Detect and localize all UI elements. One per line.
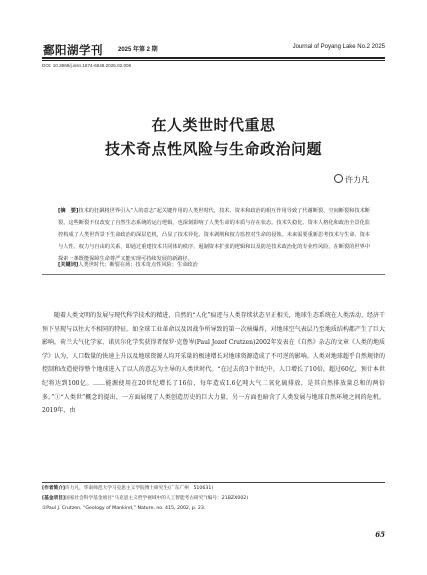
footnotes <box>42 484 385 514</box>
header-rule-thin <box>42 60 385 61</box>
footnote-author-info <box>42 484 385 494</box>
journal-english-title: Journal of Poyang Lake No.2 2025 <box>292 44 385 50</box>
keywords-label: [关键词] <box>58 262 79 268</box>
article-title-line-2: 技术奇点性风险与生命政治问题 <box>104 140 322 158</box>
fund-label: [基金项目] <box>42 496 66 501</box>
author-info-label: [作者简介] <box>42 486 66 491</box>
author-name: 许力凡 <box>345 175 369 185</box>
page-number: 65 <box>375 530 385 539</box>
doi: DOI: 10.3969/j.issn.1674-6848.2025.02.006 <box>42 63 132 68</box>
author-info-text: 许力凡，华南师范大学马克思主义学院博士研究生(广东广州 510631) <box>65 486 214 491</box>
author-mark-icon <box>334 174 343 183</box>
abstract-separator <box>42 274 385 275</box>
keywords-text: 人类世时代；断裂在场；技术奇点性风险；生命政治 <box>78 262 198 268</box>
abstract-text: 技术的狂飙将世界引入“人的意志”起关键作用的人类世时代，技术、资本和政治的相互作用导致了代谢断裂、空间断裂和技术断裂，这些断裂不仅改变了自然生态系统的运行逻辑，也深刻影响了人类生命的本质与存在状态。技术失稳化、资本人格化和政治全景化监控构成了人类世背景下生命政治的深层危机，凸显了技术异化、资本剥削和权力监控对生命的侵蚀。未来需要重新思考技术与生命、资本与人性、权力与自由的关系，即通过重建技术共同体的秩序、遏制资本扩张的逻辑和以及防范技术政治化的专业性风险，在断裂的世界中探索一条既能保障生命尊严又能实现可持续发展的新路径。 <box>58 208 370 262</box>
abstract-label: [摘 要] <box>58 208 79 214</box>
abstract <box>58 206 370 266</box>
article-title-line-1: 在人类世时代重思 <box>151 116 276 134</box>
fund-text: 国家社会科学基金项目“马克思主义哲学视域中的人工智能考古研究”(编号：21BZX002) <box>65 496 249 501</box>
journal-logo: 鄱阳湖学刊 <box>43 43 103 57</box>
body-paragraph: 随着人类文明的发展与现代科学技术的精进，自然的“人化”痕迹与人类存续状态呈正相关，地球生态系统在人类活动、经济干预下呈现与以往大不相同的特征。如全球工业革命以及因战争所导致的第一次核爆炸，对地球空气表层乃至地质结构都产生了巨大影响。荷兰大气化学家、诺贝尔化学奖获得者保罗·克鲁岑(Paul Jozef Crutzen)2002年发表在《自然》杂志的文章《人类的地质学》认为，人口数量的快速上升以及地球资源人均开采量的极速增长对地球资源造成了不可逆的影响。人类对地球超乎自然规律的控制和改造使得整个地球进入了以人的意志为主导的人类世时代。“在过去的3个世纪中，人口增长了10倍，超过60亿，预计本世纪将达到100亿。……能源使用在20世纪增长了16倍，每年造成1.6亿吨大气二氧化硫排放，是其自然排放量总和的两倍多。”①“人类世”概念的提出，一方面展现了人类创造历史的巨大力量，另一方面也暗含了人类发展与地球自然环境之间的危机。2019年，由 <box>42 312 385 415</box>
footnote-reference-1: ①Paul J. Crutzen, “Geology of Mankind,” Nature, no. 415, 2002, p. 23. <box>42 506 206 511</box>
footnote-rule <box>42 482 385 483</box>
issue-label: 2025 年第 2 期 <box>118 47 158 53</box>
keywords <box>58 260 370 270</box>
author <box>334 174 369 186</box>
header-rule-thick <box>42 57 385 59</box>
footnote-fund <box>42 494 385 504</box>
